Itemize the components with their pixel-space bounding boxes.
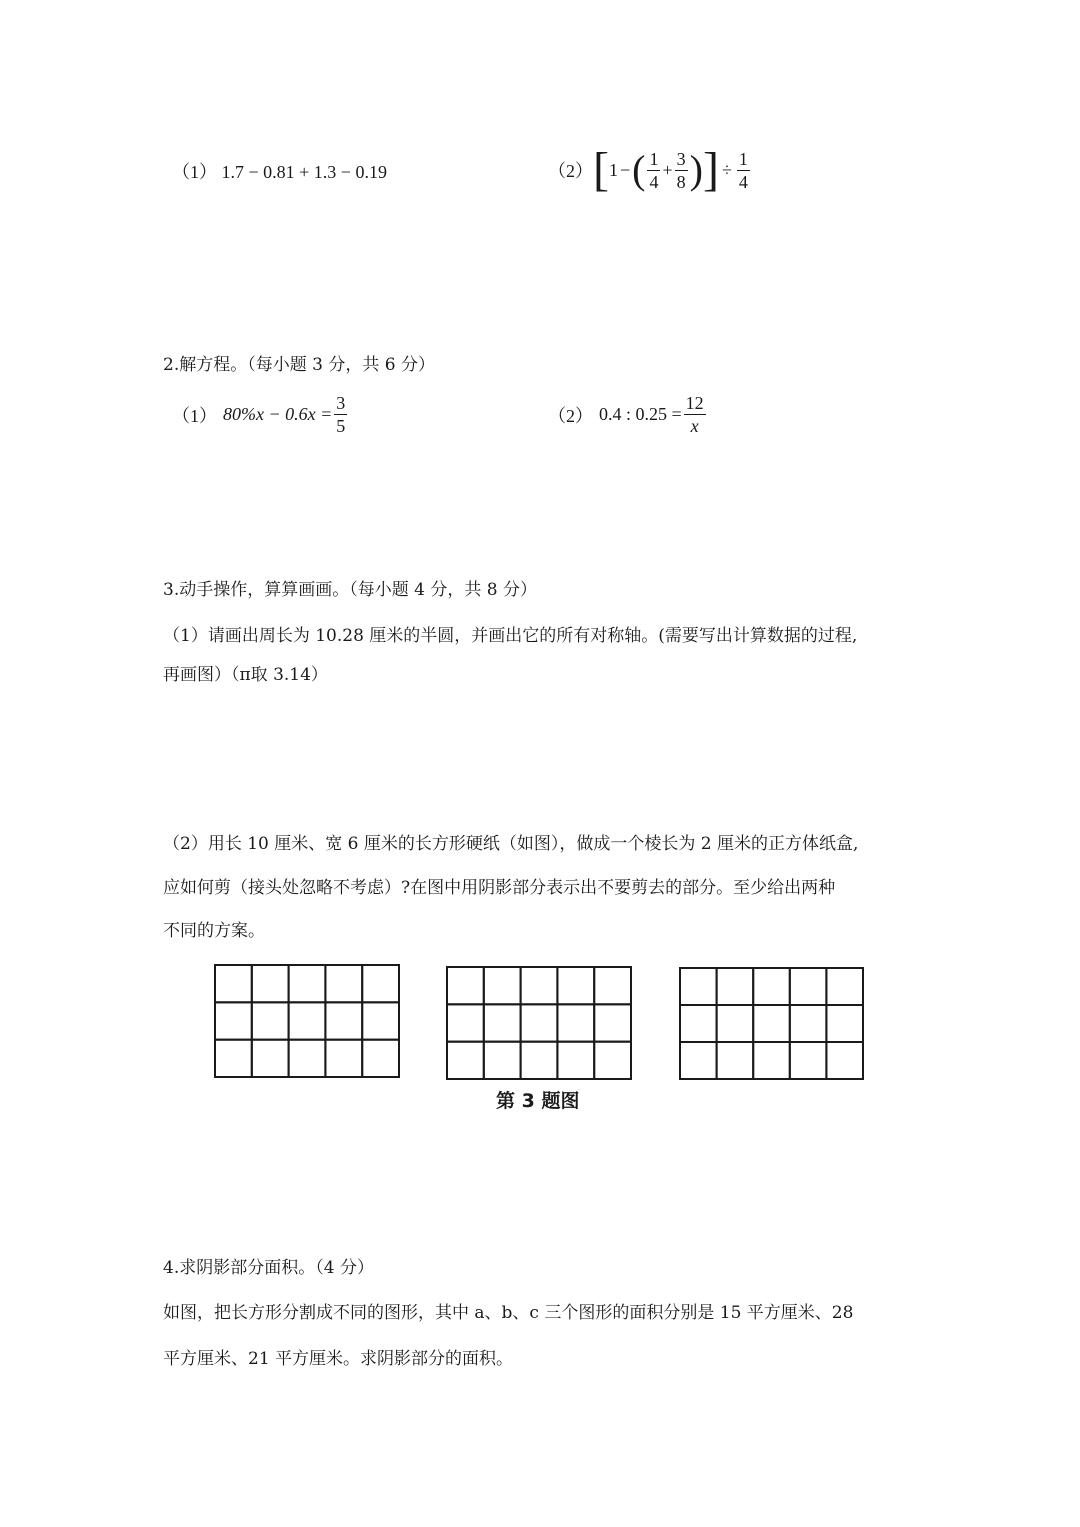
q2-part2-num: （2） — [548, 405, 593, 426]
grid-cell — [717, 968, 754, 1005]
grid-cell — [289, 1002, 326, 1039]
grid-cell — [790, 968, 827, 1005]
grid-cell — [289, 965, 326, 1002]
grid-cell — [289, 1040, 326, 1077]
q3-part2-line1: （2）用长 10 厘米、宽 6 厘米的长方形硬纸（如图），做成一个棱长为 2 厘米的正方体纸盒, — [163, 834, 859, 854]
grid-cell — [557, 1042, 594, 1079]
q1-part1-expr: 1.7 − 0.81 + 1.3 − 0.19 — [221, 162, 387, 182]
q1-part1 — [172, 158, 387, 184]
paper-grid-3 — [679, 967, 864, 1080]
q2-part1-fraction-den: 5 — [336, 416, 346, 436]
q1-part2-minus: − — [619, 159, 631, 180]
grid-cell — [484, 1042, 521, 1079]
grid-cell — [680, 968, 717, 1005]
q1-fraction-1-num: 1 — [649, 148, 659, 169]
grid-cell — [717, 1042, 754, 1079]
grid-cell — [215, 1040, 252, 1077]
grid-cell — [362, 1002, 399, 1039]
q1-part2-plus: + — [662, 159, 673, 180]
q1-part2-one: 1 — [608, 159, 618, 180]
grid-cell — [252, 965, 289, 1002]
q1-fraction-1-den: 4 — [649, 171, 659, 192]
grid-cell — [521, 1004, 558, 1041]
left-paren-icon: ( — [632, 147, 646, 192]
grid-cell — [215, 965, 252, 1002]
q1-fraction-3-num: 1 — [738, 148, 748, 169]
grid-cell — [594, 1042, 631, 1079]
grid-cell — [680, 1005, 717, 1042]
q1-fraction-3-den: 4 — [738, 171, 748, 192]
q2-part2-fraction-den: x — [690, 416, 699, 436]
right-square-bracket-icon: ] — [702, 143, 719, 196]
grid-cell — [790, 1005, 827, 1042]
grid-cell — [717, 1005, 754, 1042]
grid-svg — [214, 964, 400, 1078]
q1-fraction-2-num: 3 — [676, 148, 686, 169]
q3-part2-line3: 不同的方案。 — [163, 921, 265, 941]
grid-cell — [521, 1042, 558, 1079]
paper-grid-1 — [214, 964, 400, 1078]
grid-cell — [325, 1040, 362, 1077]
q2-part2-fraction-num: 12 — [685, 393, 704, 413]
q1-part2 — [548, 143, 752, 196]
grid-cell — [252, 1002, 289, 1039]
paper-grid-2 — [446, 966, 632, 1080]
grid-cell — [594, 967, 631, 1004]
grid-cell — [790, 1042, 827, 1079]
grid-cell — [557, 1004, 594, 1041]
q1-part1-num: （1） — [172, 162, 217, 182]
q3-part1-line1: （1）请画出周长为 10.28 厘米的半圆，并画出它的所有对称轴。(需要写出计算数据的过程, — [163, 626, 858, 646]
q3-figure-caption: 第 3 题图 — [496, 1090, 580, 1112]
q2-title: 2.解方程。（每小题 3 分，共 6 分） — [163, 355, 435, 375]
q3-title: 3.动手操作，算算画画。（每小题 4 分，共 8 分） — [163, 580, 537, 600]
left-square-bracket-icon: [ — [593, 143, 609, 196]
q1-fraction-3 — [737, 148, 750, 193]
q3-part1-line2: 再画图）（π取 3.14） — [163, 665, 328, 685]
q1-fraction-1 — [647, 148, 660, 193]
grid-cell — [826, 1005, 863, 1042]
grid-cell — [362, 965, 399, 1002]
grid-cell — [594, 1004, 631, 1041]
q1-part2-num: （2） — [548, 161, 593, 181]
grid-cell — [215, 1002, 252, 1039]
grid-cell — [484, 967, 521, 1004]
q1-fraction-2 — [675, 148, 688, 193]
grid-cell — [753, 1005, 790, 1042]
grid-svg — [679, 967, 864, 1080]
q2-part1-fraction-num: 3 — [336, 393, 346, 413]
grid-cell — [252, 1040, 289, 1077]
q2-part1 — [172, 392, 349, 437]
grid-cell — [484, 1004, 521, 1041]
q1-fraction-2-den: 8 — [676, 171, 686, 192]
q3-part2-line2: 应如何剪（接头处忽略不考虑）?在图中用阴影部分表示出不要剪去的部分。至少给出两种 — [163, 878, 836, 898]
grid-cell — [447, 967, 484, 1004]
grid-cell — [753, 1042, 790, 1079]
grid-cell — [362, 1040, 399, 1077]
q2-part1-fraction — [334, 392, 347, 437]
q4-title: 4.求阴影部分面积。（4 分） — [163, 1258, 374, 1278]
q2-part2 — [548, 392, 708, 437]
q2-part2-lhs: 0.4 : 0.25 = — [599, 404, 682, 424]
q4-line1: 如图，把长方形分割成不同的图形，其中 a、b、c 三个图形的面积分别是 15 平方厘米、28 — [163, 1303, 854, 1323]
grid-cell — [680, 1042, 717, 1079]
grid-cell — [521, 967, 558, 1004]
grid-svg — [446, 966, 632, 1080]
grid-cell — [826, 1042, 863, 1079]
grid-cell — [325, 965, 362, 1002]
q2-part2-fraction — [684, 392, 706, 437]
q1-part2-div: ÷ — [721, 159, 732, 180]
grid-cell — [325, 1002, 362, 1039]
grid-cell — [447, 1004, 484, 1041]
grid-cell — [557, 967, 594, 1004]
grid-cell — [447, 1042, 484, 1079]
right-paren-icon: ) — [689, 147, 703, 192]
grid-cell — [826, 968, 863, 1005]
q4-line2: 平方厘米、21 平方厘米。求阴影部分的面积。 — [163, 1349, 514, 1369]
q2-part1-num: （1） — [172, 405, 217, 426]
q2-part1-lhs: 80%x − 0.6x = — [223, 404, 333, 424]
grid-cell — [753, 968, 790, 1005]
